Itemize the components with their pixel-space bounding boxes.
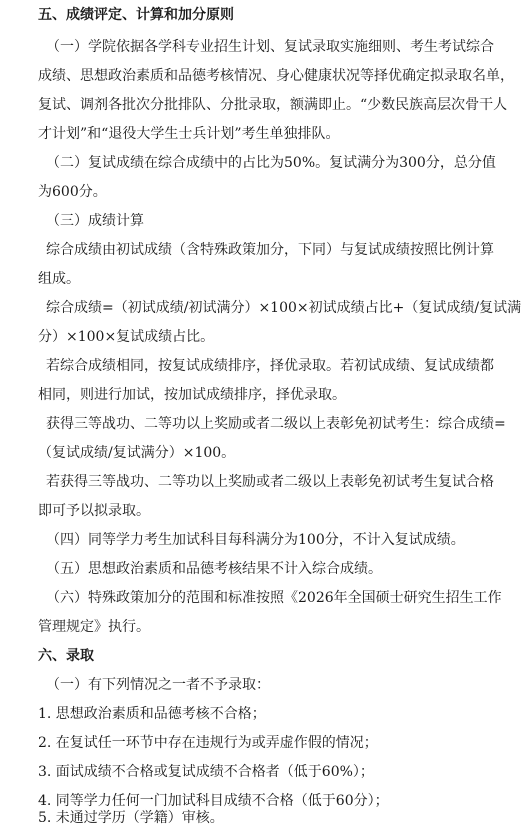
paragraph-3b-line-1: 综合成绩=（初试成绩/初试满分）×100×初试成绩占比+（复试成绩/复试满	[46, 300, 522, 316]
section-6-heading: 六、录取	[38, 648, 94, 664]
paragraph-6-line-1: （六）特殊政策加分的范围和标准按照《2026年全国硕士研究生招生工作	[46, 590, 502, 606]
admission-intro: （一）有下列情况之一者不予录取：	[46, 677, 270, 693]
list-item: 5. 未通过学历（学籍）审核。	[38, 810, 224, 826]
section-5-heading: 五、成绩评定、计算和加分原则	[38, 7, 234, 23]
paragraph-5: （五）思想政治素质和品德考核结果不计入综合成绩。	[46, 561, 382, 577]
paragraph-3e-line-2: 即可予以拟录取。	[38, 503, 150, 519]
paragraph-2-line-2: 为600分。	[38, 184, 107, 200]
paragraph-3c-line-2: 相同，则进行加试，按加试成绩排序，择优录取。	[38, 387, 346, 403]
paragraph-3-title: （三）成绩计算	[46, 213, 144, 229]
paragraph-6-line-2: 管理规定》执行。	[38, 619, 150, 635]
paragraph-3d-line-2: （复试成绩/复试满分）×100。	[38, 445, 236, 461]
paragraph-1-line-1: （一）学院依据各学科专业招生计划、复试录取实施细则、考生考试综合	[46, 39, 494, 55]
list-item: 2. 在复试任一环节中存在违规行为或弄虚作假的情况；	[38, 735, 378, 751]
paragraph-1-line-3: 复试、调剂各批次分批排队、分批录取，额满即止。“少数民族高层次骨干人	[38, 97, 508, 113]
list-item: 3. 面试成绩不合格或复试成绩不合格者（低于60%）；	[38, 764, 374, 780]
paragraph-3c-line-1: 若综合成绩相同，按复试成绩排序，择优录取。若初试成绩、复试成绩都	[46, 358, 494, 374]
paragraph-4: （四）同等学力考生加试科目每科满分为100分，不计入复试成绩。	[46, 532, 465, 548]
paragraph-3a-line-1: 综合成绩由初试成绩（含特殊政策加分，下同）与复试成绩按照比例计算	[46, 242, 494, 258]
list-item: 4. 同等学力任何一门加试科目成绩不合格（低于60分）；	[38, 793, 389, 809]
paragraph-1-line-4: 才计划”和“退役大学生士兵计划”考生单独排队。	[38, 126, 340, 142]
paragraph-2-line-1: （二）复试成绩在综合成绩中的占比为50%。复试满分为300分，总分值	[46, 155, 496, 171]
paragraph-1-line-2: 成绩、思想政治素质和品德考核情况、身心健康状况等择优确定拟录取名单，	[38, 68, 514, 84]
list-item: 1. 思想政治素质和品德考核不合格；	[38, 706, 266, 722]
paragraph-3e-line-1: 若获得三等战功、二等功以上奖励或者二级以上表彰免初试考生复试合格	[46, 474, 494, 490]
paragraph-3b-line-2: 分）×100×复试成绩占比。	[38, 329, 215, 345]
paragraph-3a-line-2: 组成。	[38, 271, 80, 287]
paragraph-3d-line-1: 获得三等战功、二等功以上奖励或者二级以上表彰免初试考生：综合成绩=	[46, 416, 506, 432]
